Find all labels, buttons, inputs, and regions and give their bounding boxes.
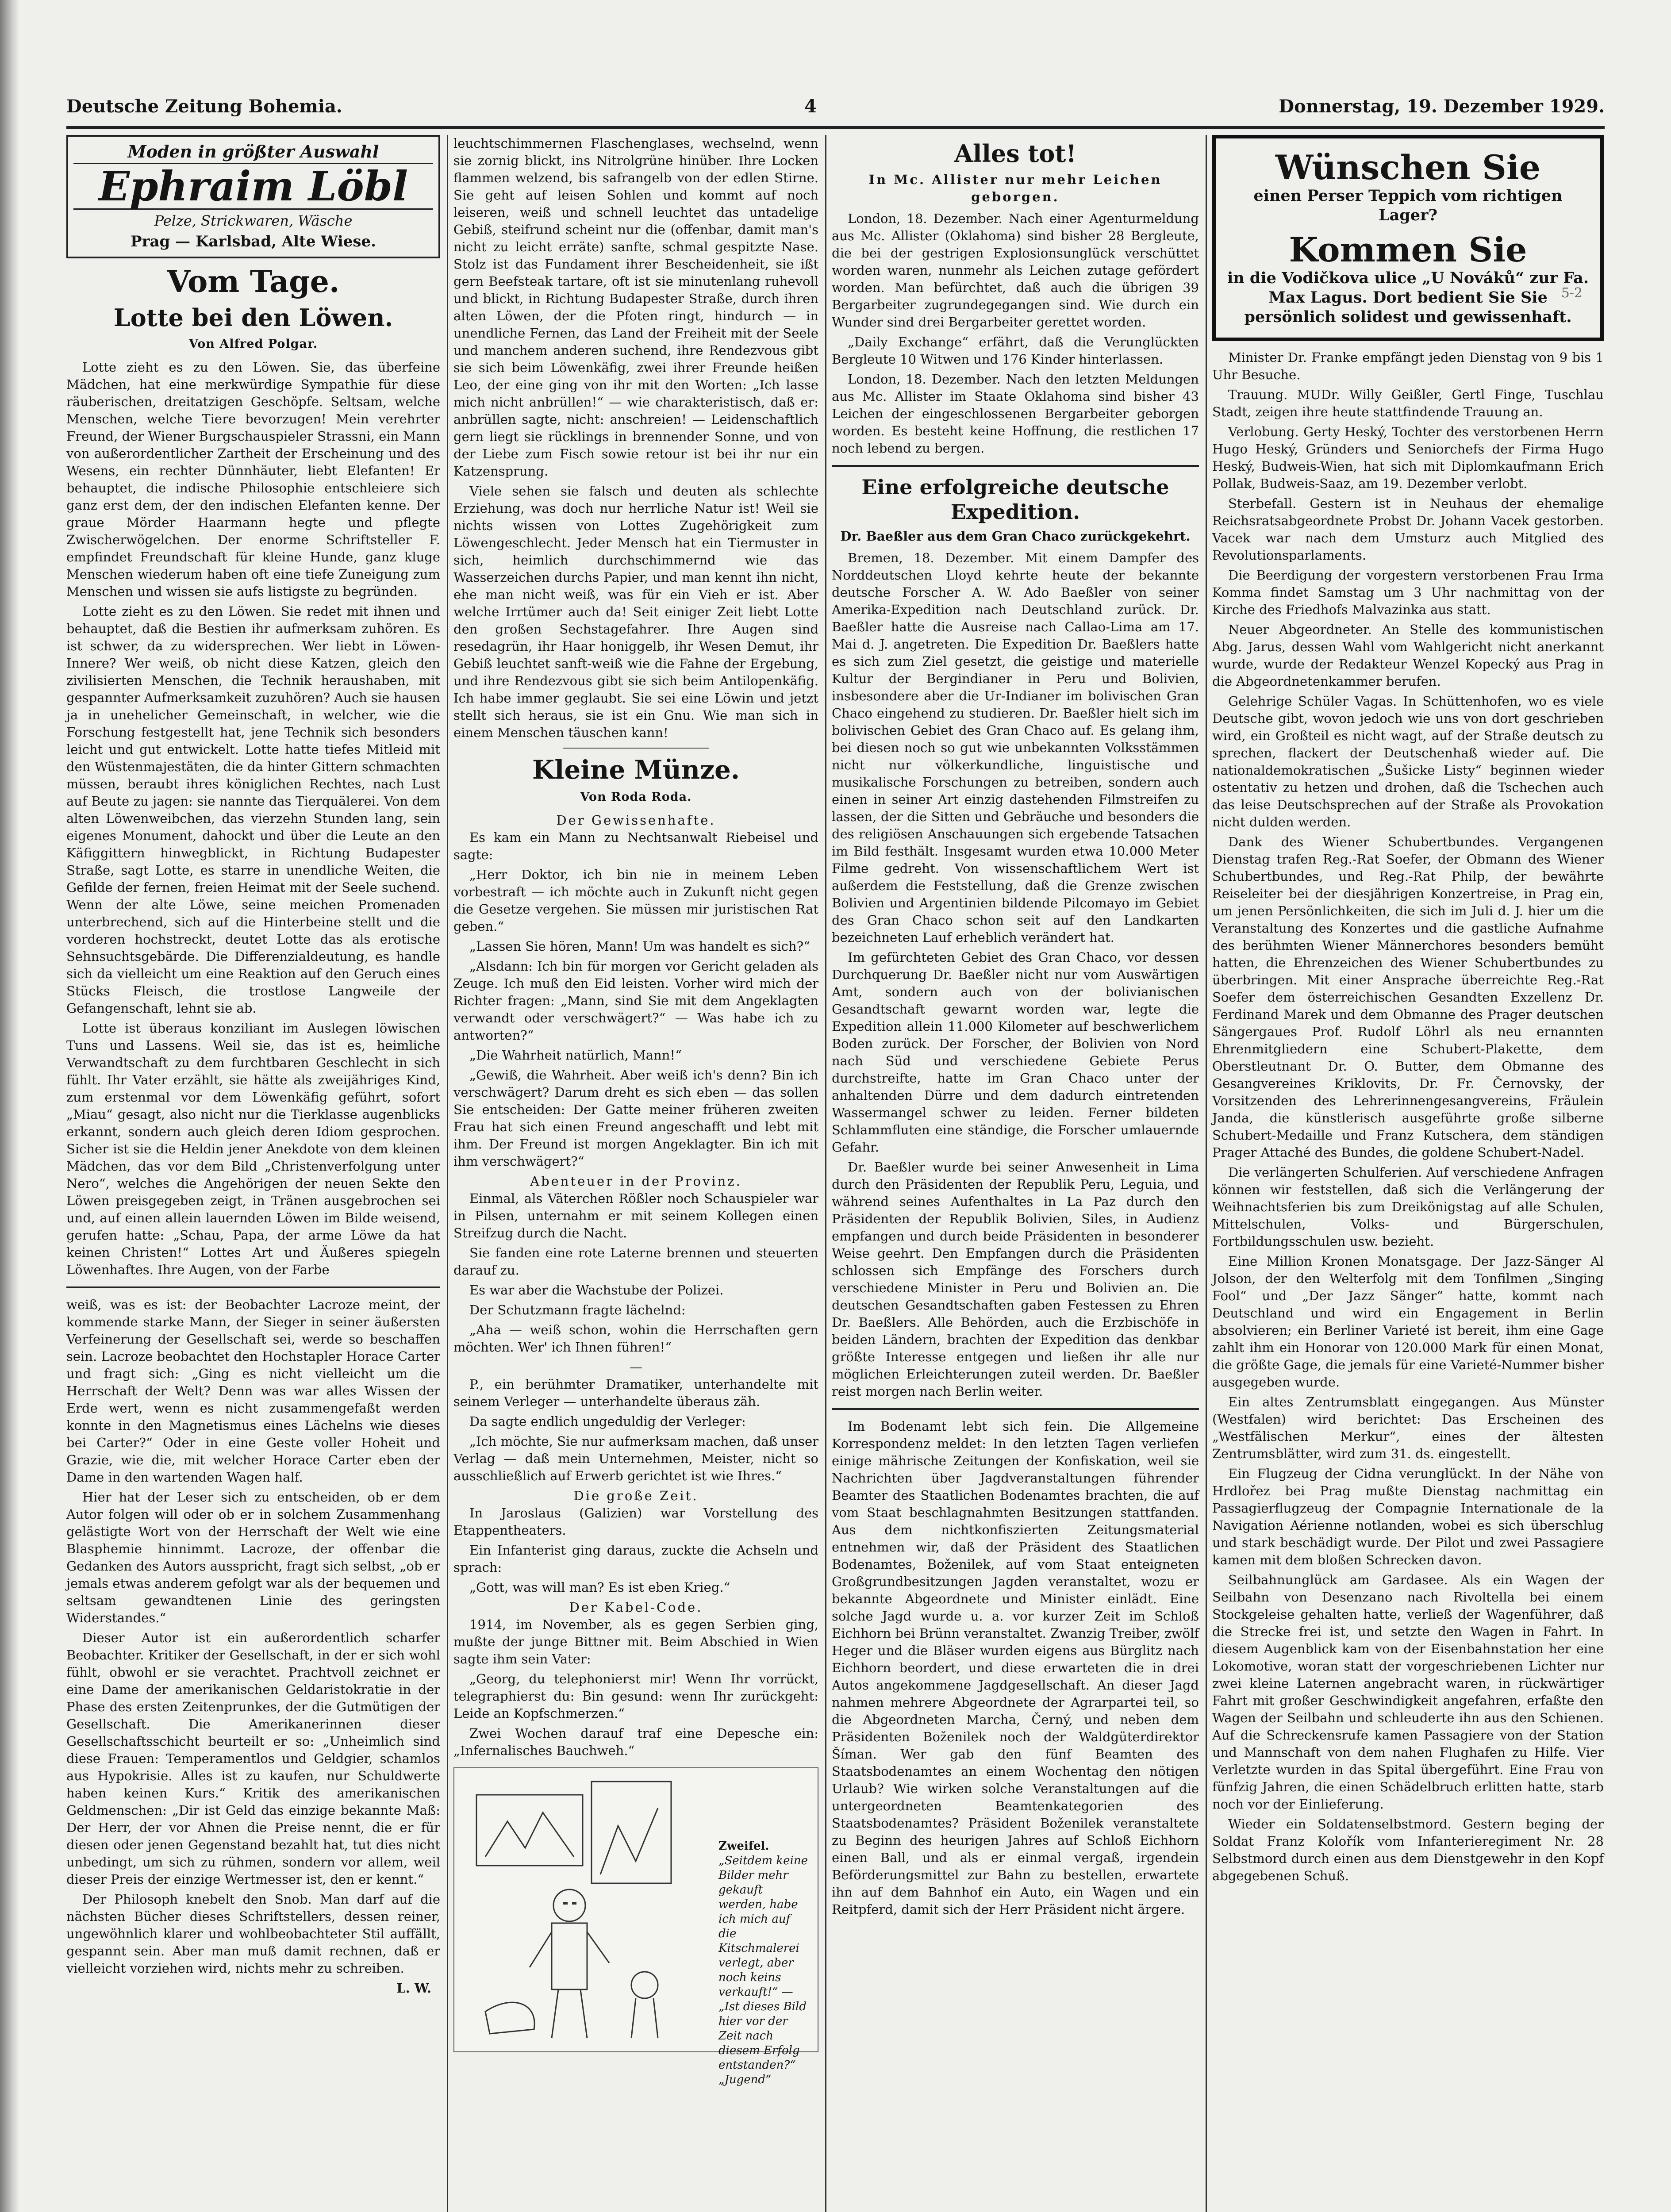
column-2 (453, 135, 818, 2086)
ad-teppich-text2: in die Vodičkova ulice „U Nováků“ zur Fa. Max Lagus. Dort bedient Sie Sie persönlich solidest und gewissenhaft. (1227, 269, 1589, 326)
cartoon-illustration (453, 1767, 818, 2086)
expedition-subtitle: Dr. Baeßler aus dem Gran Chaco zurückgekehrt. (840, 529, 1191, 544)
ad-loebl-name: Ephraim Löbl (73, 163, 433, 210)
article-paragraph: Viele sehen sie falsch und deuten als schlechte Erziehung, was doch nur herrliche Natur ist! Weil sie nichts wissen von Lottes Zugehörigkeit zum Löwengeschlecht. Jeder Mensch hat ein Tiermuster in sich, heimlich durchschimmernd wie das Wasserzeichen durchs Papier, und man kennt ihn nicht, ehe man nicht weiß, was für ein Vieh er ist. Aber welche Irrtümer auch da! Seit einiger Zeit liebt Lotte den großen Sechstagefahrer. Ihre Augen sind resedagrün, ihr Haar honiggelb, ihr Wesen Demut, ihr Gebiß leuchtet sanft-weiß wie die Fahne der Ergebung, und ihre Rendezvous gibt sie sich beim Antilopenkäfig. Ich habe immer geglaubt. Sie sei eine Löwin und jetzt stellt sich heraus, sie ist ein Gnu. Wie man sich in einem Menschen täuschen kann! (453, 484, 818, 740)
kleine-muenze-byline: Von Roda Roda. (580, 790, 692, 804)
news-item: Minister Dr. Franke empfängt jeden Dienstag von 9 bis 1 Uhr Besuche. (1212, 350, 1604, 382)
ad-teppich-headline2: Kommen Sie (1289, 230, 1527, 269)
alles-tot-subtitle: In Mc. Allister nur mehr Leichen geborgen. (868, 172, 1162, 204)
news-item: Trauung. MUDr. Willy Geißler, Gertl Finge, Tuschlau Stadt, zeigen ihre heute stattfindende Trauung an. (1212, 387, 1604, 419)
anecdote-paragraph: „Gewiß, die Wahrheit. Aber weiß ich's denn? Bin ich verschwägert? Darum dreht es sich eben — das sollen Sie entscheiden: Der Gatte meiner früheren zweiten Frau hat sich einen Freund angeschafft und lebt mit ihm. Der Freund ist morgen Angeklagter. Bin ich mit ihm verschwägert?“ (453, 1068, 818, 1169)
anecdote-paragraph: „Alsdann: Ich bin für morgen vor Gericht geladen als Zeuge. Ich muß den Eid leisten. Vorher wird mich der Richter fragen: „Mann, sind Sie mit dem Angeklagten verwandt oder verschwägert?“ — Was habe ich zu antworten?“ (453, 959, 818, 1043)
cartoon-title: Zweifel. (718, 1839, 769, 1853)
divider (66, 1286, 440, 1288)
newspaper-name: Deutsche Zeitung Bohemia. (66, 96, 342, 117)
column-1 (66, 135, 440, 1997)
cartoon-text: „Seitdem keine Bilder mehr gekauft werden, habe ich mich auf die Kitschmalerei verlegt, aber noch keins verkauft!“ — „Ist dieses Bild hier vor der Zeit nach diesem Erfolg entstanden?“ (718, 1854, 808, 2072)
section-title: Vom Tage. (167, 264, 340, 300)
cartoon-caption (718, 1839, 811, 2087)
advertisement-teppich (1212, 135, 1604, 341)
page-edge-shadow (0, 0, 19, 2212)
anecdote-separator: — (630, 1359, 642, 1375)
article-signature: L. W. (396, 1981, 431, 1996)
news-item: Seilbahnunglück am Gardasee. Als ein Wagen der Seilbahn von Desenzano nach Rivoltella bei einem Stockgeleise gehalten hatte, verließ der Wagenführer, daß die Strecke frei ist, und setzte den Wagen in Fahrt. In diesem Augenblick kam von der Eisenbahnstation her eine Lokomotive, woran statt der vorgeschriebenen Lichter nur zwei kleine Laternen angebracht waren, in rückwärtiger Fahrt mit großer Geschwindigkeit angefahren, erfaßte den Wagen der Seilbahn und schleuderte ihn aus den Schienen. Auf die Schreckensrufe kamen Passagiere von der Station und Mannschaft von dem nahen Flughafen zu Hilfe. Vier Verletzte wurden in das Spital übergeführt. Eine Frau von fünfzig Jahren, die einen Schädelbruch erlitten hatte, starb noch vor der Einlieferung. (1212, 1572, 1604, 1812)
ad-loebl-cities: Prag — Karlsbad, Alte Wiese. (131, 233, 376, 250)
alles-tot-title: Alles tot! (954, 139, 1077, 168)
kleine-muenze-title: Kleine Münze. (532, 755, 740, 785)
article-paragraph: London, 18. Dezember. Nach den letzten Meldungen aus Mc. Allister im Staate Oklahoma sind bisher 43 Leichen der eingeschlossenen Bergarbeiter geborgen worden. Es besteht keine Hoffnung, die restlichen 17 noch lebend zu bergen. (832, 372, 1199, 456)
article-paragraph: London, 18. Dezember. Nach einer Agenturmeldung aus Mc. Allister (Oklahoma) sind bisher 28 Bergleute, die bei der gestrigen Explosionsunglück verschüttet worden waren, nunmehr als Leichen zutage gefördert worden. Man befürchtet, daß auch die übrigen 39 Bergarbeiter zugrundegegangen sind. Wie durch ein Wunder sind drei Bergarbeiter gerettet worden. (832, 211, 1199, 330)
anecdote-heading: Die große Zeit. (573, 1488, 699, 1503)
anecdote-paragraph: „Die Wahrheit natürlich, Mann!“ (469, 1048, 682, 1063)
anecdote-paragraph: 1914, im November, als es gegen Serbien ging, mußte der junge Bittner mit. Beim Abschied in Wien sagte ihm sein Vater: (453, 1617, 818, 1667)
article-title: Lotte bei den Löwen. (113, 303, 393, 332)
article-paragraph: Im Bodenamt lebt sich fein. Die Allgemeine Korrespondenz meldet: In den letzten Tagen verliefen einige mährische Zeitungen der Konfiskation, weil sie Nachrichten über Jagdveranstaltungen führender Beamter des Staatlichen Bodenamtes brachten, die auf vom Staat beschlagnahmten Besitzungen stattfanden. Aus dem nichtkonfiszierten Zeitungsmaterial entnehmen wir, daß der Präsident des Staatlichen Bodenamtes, Boženilek, auf vom Staat enteigneten Großgrundbesitzungen Jagden veranstaltet, wozu er bekannte Abgeordnete und Minister einlädt. Eine solche Jagd wurde u. a. vor kurzer Zeit im Schloß Eichhorn bei Brünn veranstaltet. Zwanzig Treiber, zwölf Heger und die Bläser wurden eigens aus Bürglitz nach Eichhorn beordert, und diese erwarteten die in drei Autos angekommene Jagdgesellschaft. An dieser Jagd nahmen mehrere Abgeordnete der Agrarpartei teil, so die Abgeordneten Marcha, Černý, und neben dem Präsidenten Boženilek noch der Waldgüterdirektor Šíman. Wer gab den fünf Beamten des Staatsbodenamtes an einem Wochentag den nötigen Urlaub? Wie wirken solche Veranstaltungen auf die untergeordneten Beamtenkategorien des Staatsbodenamtes? Präsident Boženilek veranstaltete zu Beginn des heurigen Jahres auf Schloß Eichhorn einen Ball, und als er einmal vergaß, irgendein Beförderungsmittel zur Bahn zu bestellen, erwartete ihn auf dem Bahnhof ein Auto, ein Wagen und ein Reitpferd, damit sich der Herr Präsident nicht ärgere. (832, 1419, 1199, 1917)
page-header (66, 91, 1605, 122)
feuilleton-paragraph: Hier hat der Leser sich zu entscheiden, ob er dem Autor folgen will oder ob er in solchem Zusammenhang gelästigte Wort von der Herrschaft der Welt wie eine Blasphemie hinnimmt. Lacroze, der offenbar die Gedanken des Autors ausspricht, fragt sich selbst, „ob er jemals etwas anderem gefolgt war als der bequemen und seltsam gewandtenen Linie des geringsten Widerstandes.“ (66, 1490, 440, 1625)
anecdote-paragraph: Sie fanden eine rote Laterne brennen und steuerten darauf zu. (453, 1245, 818, 1278)
anecdote-heading: Der Kabel-Code. (569, 1600, 703, 1615)
news-item: Neuer Abgeordneter. An Stelle des kommunistischen Abg. Jarus, dessen Wahl vom Wahlgericht nicht anerkannt wurde, wurde der Redakteur Wenzel Kopecký aus Prag in die Abgeordnetenkammer berufen. (1212, 622, 1604, 689)
article-paragraph: Dr. Baeßler wurde bei seiner Anwesenheit in Lima durch den Präsidenten der Republik Peru, Leguia, und während seines Aufenthaltes in La Paz durch den Präsidenten der Republik Bolivien, Siles, in Audienz empfangen und durch beide Präsidenten in besonderer Weise geehrt. Den Empfangen durch die Präsidenten schlossen sich Empfänge des Forschers durch verschiedene Minister in Peru und Bolivien an. Die deutschen Gesandtschaften gaben Festessen zu Ehren Dr. Baeßlers. Alle Behörden, auch die Erzbischöfe in beiden Ländern, brachten der Expedition das denkbar größte Interesse entgegen und ließen ihr alle nur möglichen Erleichterungen zuteil werden. Dr. Baeßler reist morgen nach Berlin weiter. (832, 1160, 1199, 1399)
anecdote-paragraph: Einmal, als Väterchen Rößler noch Schauspieler war in Pilsen, unternahm er mit seinem Kollegen einen Streifzug durch die Nacht. (453, 1191, 818, 1240)
anecdote-paragraph: Ein Infanterist ging daraus, zuckte die Achseln und sprach: (453, 1543, 818, 1575)
column-separator (825, 135, 826, 2212)
anecdote-paragraph: „Gott, was will man? Es ist eben Krieg.“ (469, 1580, 730, 1595)
divider (832, 1408, 1199, 1410)
news-item: Gelehrige Schüler Vagas. In Schüttenhofen, wo es viele Deutsche gibt, wovon jedoch wie uns von dort geschrieben wird, ein Großteil es nicht wagt, auf der Straße deutsch zu sprechen, flackert der Deutschenhaß wieder auf. Die nationaldemokratischen „Šušicke Listy“ beginnen wieder ostentativ zu hetzen und drohen, daß die Tschechen auch das leise Deutschsprechen auf der Straße als Provokation nicht dulden werden. (1212, 694, 1604, 830)
cartoon-credit: „Jugend“ (718, 2073, 772, 2086)
article-paragraph: Lotte zieht es zu den Löwen. Sie redet mit ihnen und behauptet, daß die Bestien ihr aufmerksam zuhören. Es ist schwer, da zu widersprechen. Wer liebt in Löwen-Innere? Wer weiß, ob nicht diese Katzen, gleich den zivilisierten Menschen, die Technik heraushaben, mit gespannter Aufmerksamkeit zuzuhören? Auch sie hausen ja in unehelicher Gemeinschaft, in welcher, wie die Forschung festgestellt hat, jene Technik sich besonders leicht und gut entwickelt. Lotte hatte tiefes Mitleid mit den Wüstenmajestäten, die da hinter Gittern schmachten müssen, beraubt ihres königlichen Rechtes, nach Lust auf Beute zu jagen: sie nannte das Tierquälerei. Von dem alten Löwenweibchen, das vierzehn Stunden lang, sein eigenes Monument, dahockt und über die Leute an den Käfiggittern hinwegblickt, in Richtung Budapester Straße, sagt Lotte, es starre in unendliche Weiten, die Gefilde der fernen, freien Heimat mit der Seele suchend. Wenn der alte Löwe, seine meichen Promenaden unterbrechend, sich auf die Hinterbeine stellt und die vorderen hochstreckt, deutet Lotte das als erotische Sehnsuchtsgebärde. Die Differenzialdeutung, es handle sich da vielleicht um eine Reaktion auf den Geruch eines Stücks Fleisch, die trostlose Langweile der Gefangenschaft, lehnt sie ab. (66, 604, 440, 1016)
ad-teppich-text1: einen Perser Teppich vom richtigen Lager? (1253, 187, 1563, 224)
issue-date: Donnerstag, 19. Dezember 1929. (1279, 96, 1605, 117)
anecdote-paragraph: Da sagte endlich ungeduldig der Verleger: (469, 1414, 746, 1429)
ad-loebl-line2: Pelze, Strickwaren, Wäsche (154, 212, 353, 229)
anecdote-paragraph: „Georg, du telephonierst mir! Wenn Ihr vorrückt, telegraphierst du: Bin gesund: wenn Ihr zurückgeht: Leide an Kopfschmerzen.“ (453, 1671, 818, 1721)
anecdote-paragraph: „Ich möchte, Sie nur aufmerksam machen, daß unser Verlag — daß mein Unternehmen, Meister, nicht so ausschließlich auf Erwerb gerichtet ist wie Ihres.“ (453, 1434, 818, 1483)
news-item: Die verlängerten Schulferien. Auf verschiedene Anfragen können wir feststellen, daß sich die Verlängerung der Weihnachtsferien bis zum Dreikönigstag auf alle Schulen, Mittelschulen, Volks- und Bürgerschulen, Fortbildungsschulen usw. bezieht. (1212, 1165, 1604, 1249)
advertisement-loebl (66, 135, 440, 258)
column-separator (447, 135, 448, 2212)
anecdote-heading: Abenteuer in der Provinz. (530, 1174, 742, 1189)
article-paragraph: „Daily Exchange“ erfährt, daß die Verunglückten Bergleute 10 Witwen und 176 Kinder hinterlassen. (832, 334, 1199, 367)
anecdote-paragraph: Zwei Wochen darauf traf eine Depesche ein: „Infernalisches Bauchweh.“ (453, 1726, 818, 1758)
ad-teppich-headline1: Wünschen Sie (1275, 148, 1541, 187)
ad-teppich-mark: 5-2 (1561, 285, 1583, 301)
column-separator (1206, 135, 1207, 2212)
news-item: Dank des Wiener Schubertbundes. Vergangenen Dienstag trafen Reg.-Rat Soefer, der Obmann des Wiener Schubertbundes, und Reg.-Rat Philp, der bewährte Reiseleiter bei der diesjährigen Konzertreise, in Prag ein, um jenen Persönlichkeiten, die sich im Juli d. J. hier um die Veranstaltung des Konzertes und die gastliche Aufnahme des berühmten Wiener Männerchores besonders bemüht hatten, die Ehrenzeichen des Wiener Schubertbundes zu überbringen. Mit einer Ansprache überreichte Reg.-Rat Soefer dem österreichischen Gesandten Exzellenz Dr. Ferdinand Marek und dem Obmanne des Prager deutschen Sängergaues Prof. Rudolf Löhrl als neu ernannten Ehrenmitgliedern eine Schubert-Plakette, dem Oberstleutnant Dr. O. Butter, dem Obmanne des Gesangvereines Kriklovits, Dr. Fr. Černovsky, der Vorsitzenden des Lehrerinnengesangvereins, Fräulein Janda, die künstlerisch ausgeführte große silberne Schubert-Medaille und Franz Kutschera, dem ständigen Prager Attaché des Bundes, die goldene Schubert-Nadel. (1212, 834, 1604, 1160)
article-paragraph: leuchtschimmernen Flaschenglases, wechselnd, wenn sie zornig blickt, ins Nitrolgrüne hinüber. Ihre Locken flammen welzend, bis safrangelb von der edlen Stirne. Sie geht auf leisen Sohlen und kommt auf noch leiseren, weiß und schnell leuchtet das untadelige Gebiß, steifrund scheint nur die (offenbar, damit man's nicht zu leicht erräte) sanfte, schmal gespitzte Nase. Stolz ist das Fundament ihrer Bescheidenheit, sie ißt gern Beefsteak tartare, oft ist sie minutenlang ruhevoll und blickt, in Richtung Budapester Straße, durch ihren alten Löwen, der die Pfoten ringt, hindurch — in unendliche Fernen, das Land der Freiheit mit der Seele und manchem anderen suchend, ihre Rendezvous gibt sie sich beim Löwenkäfig, zwei ihrer Freunde heißen Leo, der eine ging von ihr mit den Worten: „Ich lasse mich nicht anbrüllen!“ — wie charakteristisch, daß er: anbrüllen sagte, nicht: anschreien! — Leidenschaftlich gern liegt sie rücklings in brennender Sonne, und von der Liebe zum Fisch sowie retour ist bei ihr nur ein Katzensprung. (453, 136, 818, 479)
anecdote-paragraph: „Lassen Sie hören, Mann! Um was handelt es sich?“ (469, 939, 811, 954)
anecdote-paragraph: Es kam ein Mann zu Nechtsanwalt Riebeisel und sagte: (453, 830, 818, 862)
anecdote-paragraph: „Aha — weiß schon, wohin die Herrschaften gern möchten. Wer' ich Ihnen führen!“ (453, 1322, 818, 1355)
article-paragraph: Lotte ist überaus konziliant im Auslegen löwischen Tuns und Lassens. Weil sie, das ist es, heimliche Verwandtschaft zu dem furchtbaren Geschlecht in sich fühlt. Ihr Vater erzählt, sie hätte als zweijähriges Kind, zum erstenmal vor dem Löwenkäfig geführt, sofort „Miau“ gesagt, also nicht nur die Tierklasse augenblicks erkannt, sondern auch gleich deren Idiom gesprochen. Sicher ist sie die Heldin jener Anekdote von dem kleinen Mädchen, das vor dem Bild „Christenverfolgung unter Nero“, welches die Angehörigen der neuen Sekte den Löwen preisgegeben zeigt, in Tränen ausgebrochen sei und, auf einen allein lauernden Löwen im Bilde weisend, gerufen hatte: „Schau, Papa, der arme Löwe da hat keinen Christen!“ Lottes Art und Äußeres spiegeln Löwenhaftes. Ihre Augen, von der Farbe (66, 1021, 440, 1277)
news-item: Eine Million Kronen Monatsgage. Der Jazz-Sänger Al Jolson, der den Welterfolg mit dem Tonfilmen „Singing Fool“ und „Der Jazz Sänger“ hatte, kommt nach Deutschland und wird ein Engagement in Berlin absolvieren; ein Berliner Varieté ist bereit, ihm eine Gage zahlt ihm ein Honorar von 120.000 Mark für einen Monat, die größte Gage, die jemals für eine Varieté-Nummer bisher ausgegeben wurde. (1212, 1254, 1604, 1390)
header-rule (66, 126, 1605, 129)
anecdote-paragraph: Der Schutzmann fragte lächelnd: (469, 1302, 686, 1317)
column-4 (1212, 135, 1604, 1887)
column-3 (832, 135, 1199, 1921)
news-item: Wieder ein Soldatenselbstmord. Gestern beging der Soldat Franz Kolořík vom Infanterieregiment Nr. 28 Selbstmord durch einen aus dem Dienstgewehr in den Kopf abgegebenen Schuß. (1212, 1816, 1604, 1883)
anecdote-paragraph: „Herr Doktor, ich bin nie in meinem Leben vorbestraft — ich möchte auch in Zukunft nicht gegen die Gesetze vergehen. Sie müssen mir juristischen Rat geben.“ (453, 867, 818, 934)
ad-loebl-line1: Moden in größter Auswahl (127, 142, 379, 161)
article-paragraph: Bremen, 18. Dezember. Mit einem Dampfer des Norddeutschen Lloyd kehrte heute der bekannte deutsche Forscher A. W. Ado Baeßler von seiner Amerika-Expedition nach Deutschland zurück. Dr. Baeßler hatte die Ausreise nach Callao-Lima am 17. Mai d. J. angetreten. Die Expedition Dr. Baeßlers hatte es sich zum Ziel gesetzt, die geistige und materielle Kultur der Bergindianer in Peru und Bolivien, insbesondere aber die Ur-Indianer im bolivischen Gran Chaco eingehend zu studieren. Dr. Baeßler hielt sich im bolivischen Gebiet des Gran Chaco auf. Es gelang ihm, bei diesen noch so gut wie unbekannten Volksstämmen nicht nur völkerkundliche, linguistische und musikalische Forschungen zu betreiben, sondern auch einen in seiner Art einzig dastehenden Filmstreifen zu lassen, der die Sitten und Gebräuche und besonders die des religiösen Anschauungen sich ergebende Tatsachen im Bild festhält. Insgesamt wurden etwa 10.000 Meter Filme gedreht. Von wissenschaftlichem Wert ist außerdem die Feststellung, daß die Grenze zwischen Bolivien und Argentinien bildende Pilcomayo im Gebiet des Gran Chaco schon seit auf den Landkarten bezeichneten Lauf erheblich verändert hat. (832, 550, 1199, 945)
anecdote-paragraph: P., ein berühmter Dramatiker, unterhandelte mit seinem Verleger — unterhandelte überaus zäh. (453, 1377, 818, 1409)
anecdote-paragraph: Es war aber die Wachstube der Polizei. (469, 1283, 724, 1298)
feuilleton-paragraph: weiß, was es ist: der Beobachter Lacroze meint, der kommende starke Mann, der Sieger in seiner äußersten Verfeinerung der Gesellschaft sei, werde so beschaffen sein. Lacroze beobachtet den Hochstapler Horace Carter und fragt sich: „Ging es nicht vielleicht um die Herrschaft der Welt? Denn was war alles Wissen der Erde wert, wenn es nicht zusammengefaßt werden konnte in den Magnetismus eines Lächelns wie dieses bei Carter?“ Oder in eine Geste voller Hoheit und Grazie, wie die, mit welcher Horace Carter eben der Dame in den wartenden Wagen half. (66, 1297, 440, 1485)
article-byline: Von Alfred Polgar. (188, 337, 318, 351)
feuilleton-paragraph: Dieser Autor ist ein außerordentlich scharfer Beobachter. Kritiker der Gesellschaft, in der er sich wohl fühlt, obwohl er sie verachtet. Prachtvoll zeichnet er eine Dame der amerikanischen Geldaristokratie in der Phase des ersten Zeitenprunkes, der die Gutmütigen der Gesellschaft. Die Amerikanerinnen dieser Gesellschaftsschicht beurteilt er so: „Unheimlich sind diese Frauen: Temperamentlos und Geldgier, schamlos aus Hypokrisie. Alles ist zu kaufen, nur Schuldwerte haben keinen Kurs.“ Kritik des amerikanischen Geldmenschen: „Dir ist Geld das einzige bekannte Maß: Der Herr, der vor Ahnen die Preise nennt, die er für diesen oder jenen Gegenstand bezahlt hat, tut dies nicht unbedingt, um sich zu rühmen, sondern vor allem, weil dieser Preis der einzige Wertmesser ist, den er kennt.“ (66, 1630, 440, 1887)
news-item: Ein Flugzeug der Cidna verunglückt. In der Nähe von Hrdlořez bei Prag mußte Dienstag nachmittag ein Passagierflugzeug der Compagnie Internationale de la Navigation Aérienne notlanden, wobei es sich überschlug und stark beschädigt wurde. Der Pilot und zwei Passagiere kamen mit dem bloßen Schrecken davon. (1212, 1466, 1604, 1567)
anecdote-paragraph: In Jaroslaus (Galizien) war Vorstellung des Etappentheaters. (453, 1505, 818, 1538)
cartoon-drawing (459, 1773, 707, 2047)
article-paragraph: Im gefürchteten Gebiet des Gran Chaco, vor dessen Durchquerung Dr. Baeßler nicht nur vom Auswärtigen Amt, sondern auch von der bolivianischen Gesandtschaft gewarnt worden war, legte die Expedition allein 11.000 Kilometer auf beschwerlichem Boden zurück. Der Forscher, der Bolivien von Nord nach Süd und verschiedene Gebiete Perus durchstreifte, hatte im Gran Chaco unter der anhaltenden Dürre und dem dadurch eintretenden Wassermangel schwer zu leiden. Ferner bildeten Schlammfluten eine ständige, die Forscher umlauernde Gefahr. (832, 950, 1199, 1155)
news-item: Sterbefall. Gestern ist in Neuhaus der ehemalige Reichsratsabgeordnete Probst Dr. Johann Vacek gestorben. Vacek war nach dem Umsturz auch Mitglied des Revolutionsparlaments. (1212, 496, 1604, 563)
news-item: Die Beerdigung der vorgestern verstorbenen Frau Irma Komma findet Samstag um 3 Uhr nachmittag von der Kirche des Friedhofs Malvazinka aus statt. (1212, 568, 1604, 617)
expedition-title: Eine erfolgreiche deutsche Expedition. (861, 475, 1169, 524)
page-number: 4 (804, 96, 817, 117)
feuilleton-paragraph: Der Philosoph knebelt den Snob. Man darf auf die nächsten Bücher dieses Schriftstellers, dessen reiner, ungewöhnlich klarer und wohlbeobachteter Stil auffällt, gespannt sein. Aber man muß damit rechnen, daß er vielleicht vorziehen wird, nichts mehr zu schreiben. (66, 1892, 440, 1976)
news-item: Verlobung. Gerty Heský, Tochter des verstorbenen Herrn Hugo Heský, Gründers und Seniorchefs der Firma Hugo Heský, Budweis-Wien, hat sich mit Diplomkaufmann Erich Pollak, Budweis-Saaz, am 19. Dezember verlobt. (1212, 424, 1604, 491)
divider (563, 748, 709, 749)
divider (832, 465, 1199, 467)
anecdote-heading: Der Gewissenhafte. (556, 813, 716, 828)
article-paragraph: Lotte zieht es zu den Löwen. Sie, das überfeine Mädchen, hat eine merkwürdige Sympathie für diese räuberischen, dreitatzigen Geschöpfe. Seltsam, welche Menschen, welche Tiere bevorzugen! Mein verehrter Freund, der Wiener Burgschauspieler Strassni, ein Mann von außerordentlicher Zartheit der Erscheinung und des Wesens, ein rechter Dünnhäuter, liebt Elefanten! Er behauptet, die indische Philosophie entschleiere sich ganz erst dem, der den indischen Elefanten kenne. Der graue Mörder Haarmann hegte und pflegte Zwischerwögelchen. Der enorme Schriftsteller F. empfindet Freundschaft für kleine Hunde, ganz kluge Menschen wiederum haben oft eine tiefe Zuneigung zum Menschen und wissen sie aufs listigste zu begründen. (66, 360, 440, 599)
news-item: Ein altes Zentrumsblatt eingegangen. Aus Münster (Westfalen) wird berichtet: Das Erscheinen des „Westfälischen Merkur“, eines der ältesten Zentrumsblätter, wird zum 31. ds. eingestellt. (1212, 1394, 1604, 1461)
